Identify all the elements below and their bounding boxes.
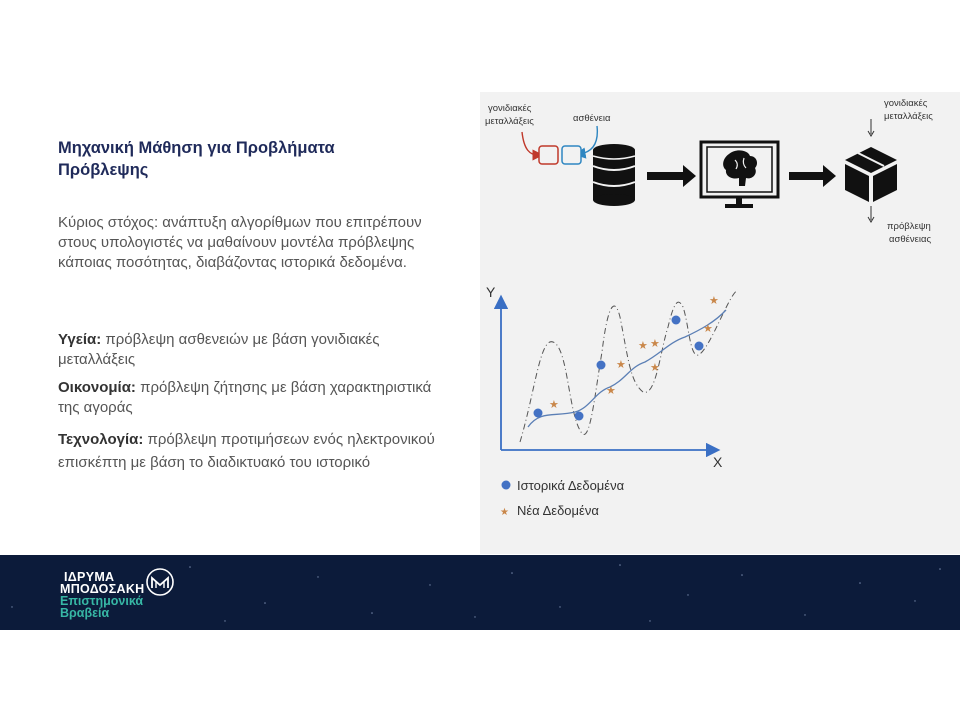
overfit-curve [520, 290, 738, 442]
new-point: ★ [616, 358, 626, 371]
right-gene-label-line2: μεταλλάξεις [884, 111, 933, 122]
example-economy [58, 378, 448, 418]
footer-bar [0, 555, 960, 630]
y-axis-label: Y [486, 284, 496, 300]
legend-historical-icon [502, 481, 511, 490]
gene-box [539, 146, 558, 164]
historical-point [575, 412, 584, 421]
legend-new-label: Νέα Δεδομένα [517, 503, 599, 518]
gene-label-line1: γονιδιακές [488, 103, 532, 114]
foundation-logo-icon [145, 567, 175, 597]
disease-label: ασθένεια [573, 113, 611, 124]
example-economy-text: πρόβλεψη ζήτησης με βάση χαρακτηριστικά της αγοράς [58, 379, 432, 416]
historical-point [695, 342, 704, 351]
footer-line1: ΙΔΡΥΜΑ [64, 570, 115, 584]
prediction-label-line1: πρόβλεψη [887, 221, 931, 232]
legend-new-icon: ★ [500, 507, 509, 518]
model-cube-icon [845, 147, 897, 202]
example-health-label: Υγεία: [58, 331, 102, 348]
historical-point [672, 316, 681, 325]
diagram-svg [480, 92, 960, 554]
arrow-to-computer [647, 165, 696, 187]
historical-point [597, 361, 606, 370]
new-point: ★ [606, 384, 616, 397]
new-point: ★ [703, 322, 713, 335]
x-axis-label: X [713, 454, 723, 470]
right-gene-label-line1: γονιδιακές [884, 98, 928, 109]
computer-brain-icon [701, 142, 778, 208]
disease-box [562, 146, 581, 164]
footer-line3: Επιστημονικά [60, 594, 144, 608]
legend-historical-label: Ιστορικά Δεδομένα [517, 478, 625, 493]
example-economy-label: Οικονομία: [58, 379, 136, 396]
footer-line4: Βραβεία [60, 606, 110, 620]
new-point: ★ [638, 339, 648, 352]
diagram-panel [480, 92, 960, 554]
new-point: ★ [549, 398, 559, 411]
example-health [58, 330, 448, 370]
example-technology-text: πρόβλεψη προτιμήσεων ενός ηλεκτρονικού επισκέπτη με βάση το διαδικτυακό του ιστορικό [58, 431, 435, 471]
historical-point [534, 409, 543, 418]
main-goal-text: Κύριος στόχος: ανάπτυξη αλγορίθμων που επιτρέπουν στους υπολογιστές να μαθαίνουν μοντέλα πρόβλεψης κάποιας ποσότητας, διαβάζοντας ιστορικά δεδομένα. [58, 214, 422, 271]
example-technology [58, 428, 448, 474]
footer-line2: ΜΠΟΔΟΣΑΚΗ [60, 582, 145, 596]
gene-arrow [522, 132, 538, 155]
new-point: ★ [709, 294, 719, 307]
gene-label-line2: μεταλλάξεις [485, 116, 534, 127]
new-point: ★ [650, 361, 660, 374]
new-point: ★ [650, 337, 660, 350]
example-technology-label: Τεχνολογία: [58, 431, 144, 448]
database-icon [593, 144, 635, 206]
prediction-label-line2: ασθένειας [889, 234, 932, 245]
slide-title: Μηχανική Μάθηση για Προβλήματα Πρόβλεψης [58, 139, 335, 179]
arrow-to-model [789, 165, 836, 187]
example-health-text: πρόβλεψη ασθενειών με βάση γονιδιακές μεταλλάξεις [58, 331, 380, 368]
